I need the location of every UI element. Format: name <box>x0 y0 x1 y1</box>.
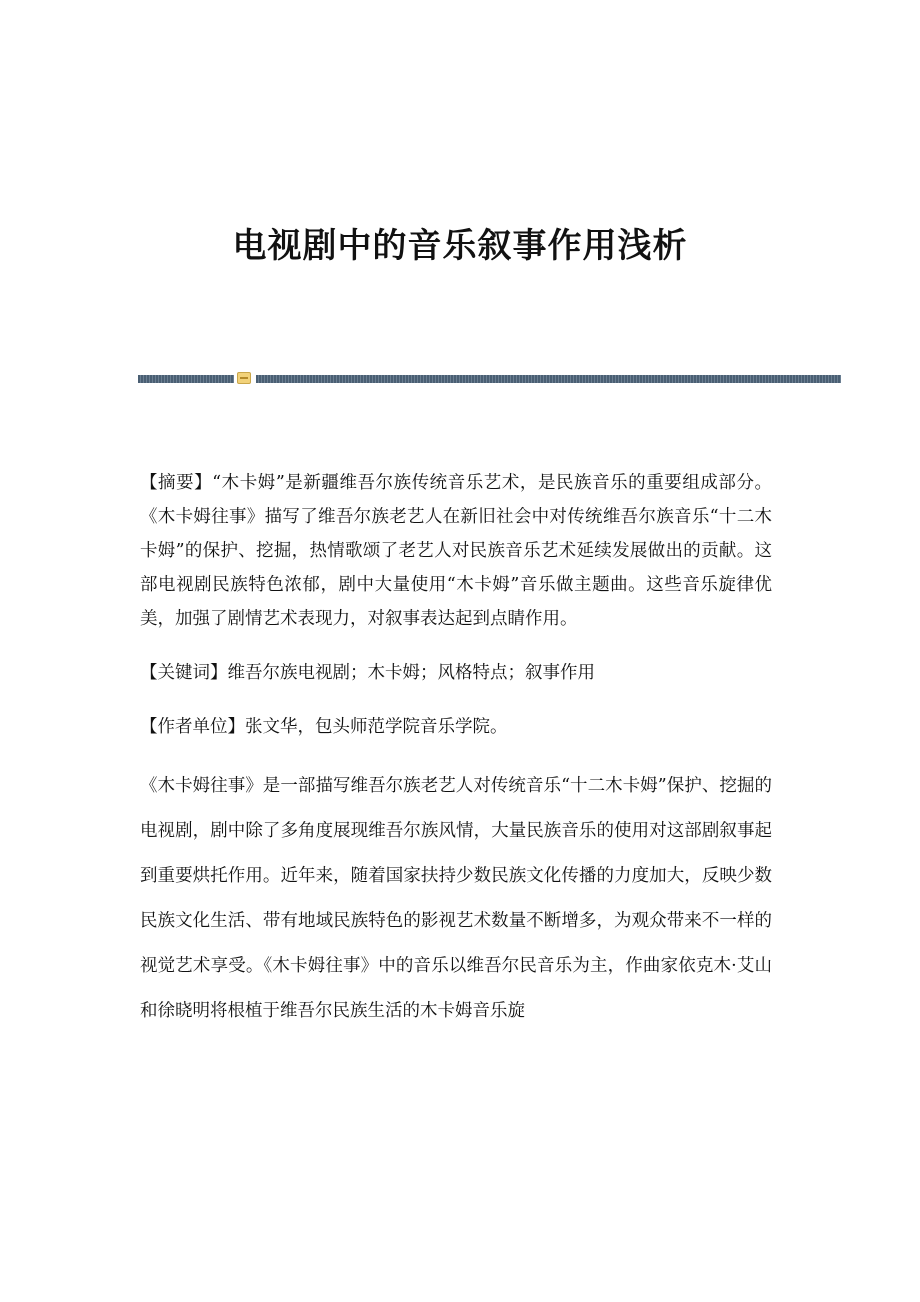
divider-bar-right <box>256 375 841 383</box>
document-title: 电视剧中的音乐叙事作用浅析 <box>232 226 688 266</box>
title-divider <box>138 375 841 383</box>
author-paragraph: 【作者单位】张文华，包头师范学院音乐学院。 <box>140 717 508 737</box>
document-content <box>140 466 772 1034</box>
body-paragraph: 《木卡姆往事》是一部描写维吾尔族老艺人对传统音乐“十二木卡姆”保护、挖掘的电视剧，剧中除了多角度展现维吾尔族风情，大量民族音乐的使用对这部剧叙事起到重要烘托作用。近年来，随着国家扶持少数民族文化传播的力度加大，反映少数民族文化生活、带有地域民族特色的影视艺术数量不断增多，为观众带来不一样的视觉艺术享受。《木卡姆往事》中的音乐以维吾尔民音乐为主，作曲家依克木·艾山和徐晓明将根植于维吾尔民族生活的木卡姆音乐旋 <box>140 776 772 1021</box>
divider-ornament-icon <box>237 372 251 384</box>
abstract-paragraph: 【摘要】“木卡姆”是新疆维吾尔族传统音乐艺术，是民族音乐的重要组成部分。《木卡姆往事》描写了维吾尔族老艺人在新旧社会中对传统维吾尔族音乐“十二木卡姆”的保护、挖掘，热情歌颂了老艺人对民族音乐艺术延续发展做出的贡献。这部电视剧民族特色浓郁，剧中大量使用“木卡姆”音乐做主题曲。这些音乐旋律优美，加强了剧情艺术表现力，对叙事表达起到点睛作用。 <box>140 473 772 629</box>
keywords-paragraph: 【关键词】维吾尔族电视剧；木卡姆；风格特点；叙事作用 <box>140 663 595 683</box>
divider-bar-left <box>138 375 234 383</box>
